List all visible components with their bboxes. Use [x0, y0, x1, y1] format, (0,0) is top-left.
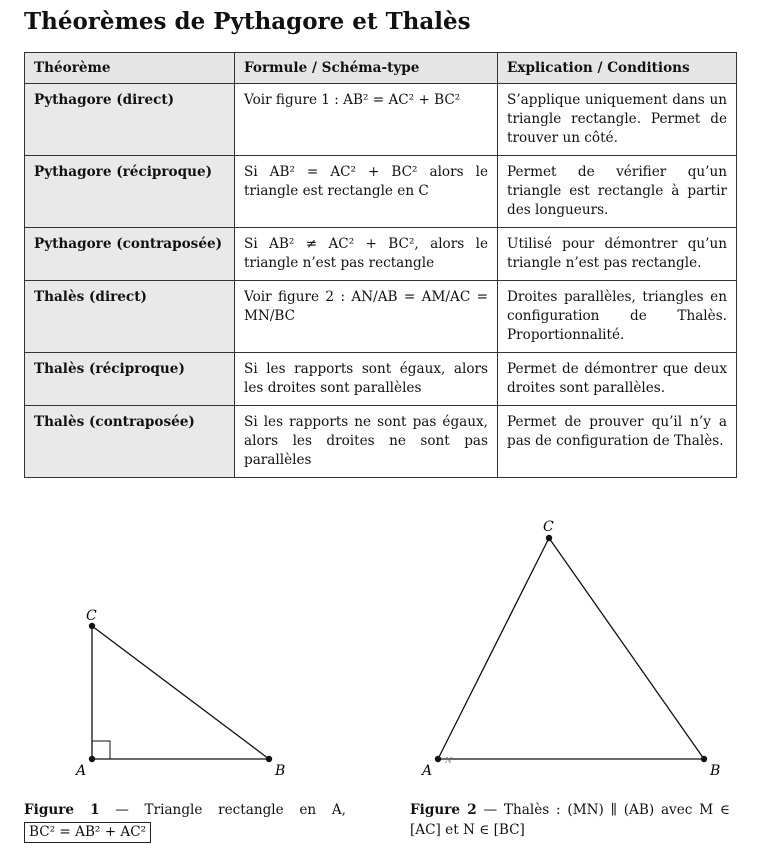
- point-b: [266, 756, 272, 762]
- label-b: B: [275, 763, 286, 779]
- table-header-row: [25, 53, 737, 84]
- theorem-cell: Thalès (contraposée): [25, 406, 235, 478]
- explanation-cell: Droites parallèles, triangles en configuration de Thalès. Proportionnalité.: [498, 281, 737, 353]
- explanation-cell: Permet de prouver qu’il n’y a pas de configuration de Thalès.: [498, 406, 737, 478]
- figure-1: [60, 600, 320, 789]
- figure-1-caption-text: — Triangle rectangle en A,: [115, 802, 346, 818]
- table-row: [25, 281, 737, 353]
- point-a: [435, 756, 441, 762]
- theorem-table: [24, 52, 737, 478]
- figure-2-caption-text: — Thalès : (MN) ∥ (AB) avec M ∈ [AC] et N ∈ [BC]: [410, 802, 730, 838]
- formula-cell: Si AB² = AC² + BC² alors le triangle est rectangle en C: [235, 156, 498, 228]
- formula-cell: Si AB² ≠ AC² + BC², alors le triangle n’est pas rectangle: [235, 228, 498, 281]
- label-c: C: [86, 608, 97, 624]
- figure-2-caption-label: Figure 2: [410, 802, 477, 818]
- theorem-cell: Thalès (direct): [25, 281, 235, 353]
- theorem-cell: Pythagore (réciproque): [25, 156, 235, 228]
- label-n: N: [445, 756, 452, 765]
- formula-cell: Si les rapports sont égaux, alors les droites sont parallèles: [235, 353, 498, 406]
- figure-1-caption: [24, 800, 346, 843]
- explanation-cell: Permet de démontrer que deux droites sont parallèles.: [498, 353, 737, 406]
- table-row: [25, 84, 737, 156]
- point-b: [701, 756, 707, 762]
- point-c: [546, 535, 552, 541]
- theorem-cell: Thalès (réciproque): [25, 353, 235, 406]
- figure-1-caption-formula: BC² = AB² + AC²: [24, 822, 151, 843]
- formula-cell: Si les rapports ne sont pas égaux, alors les droites ne sont pas parallèles: [235, 406, 498, 478]
- label-a: A: [422, 763, 433, 779]
- formula-cell: Voir figure 2 : AN/AB = AM/AC = MN/BC: [235, 281, 498, 353]
- right-angle-marker: [92, 741, 110, 759]
- figure-2-caption: [410, 800, 730, 840]
- figure-2-diagram: [415, 515, 735, 785]
- page-title: Théorèmes de Pythagore et Thalès: [24, 8, 471, 35]
- header-formula: Formule / Schéma-type: [235, 53, 498, 84]
- explanation-cell: Permet de vérifier qu’un triangle est rectangle à partir des longueurs.: [498, 156, 737, 228]
- table-row: [25, 228, 737, 281]
- explanation-cell: Utilisé pour démontrer qu’un triangle n’est pas rectangle.: [498, 228, 737, 281]
- formula-cell: Voir figure 1 : AB² = AC² + BC²: [235, 84, 498, 156]
- table-row: [25, 156, 737, 228]
- theorem-cell: Pythagore (direct): [25, 84, 235, 156]
- figure-2: [415, 515, 735, 789]
- table-row: [25, 406, 737, 478]
- segment-ac: [438, 538, 549, 759]
- label-c: C: [543, 519, 554, 535]
- figure-1-caption-label: Figure 1: [24, 802, 100, 818]
- segment-bc: [92, 626, 269, 759]
- segment-cb: [549, 538, 704, 759]
- label-b: B: [710, 763, 721, 779]
- explanation-cell: S’applique uniquement dans un triangle rectangle. Permet de trouver un côté.: [498, 84, 737, 156]
- header-theorem: Théorème: [25, 53, 235, 84]
- point-a: [89, 756, 95, 762]
- label-a: A: [76, 763, 87, 779]
- header-explanation: Explication / Conditions: [498, 53, 737, 84]
- figure-1-diagram: [60, 600, 320, 785]
- theorem-cell: Pythagore (contraposée): [25, 228, 235, 281]
- table-row: [25, 353, 737, 406]
